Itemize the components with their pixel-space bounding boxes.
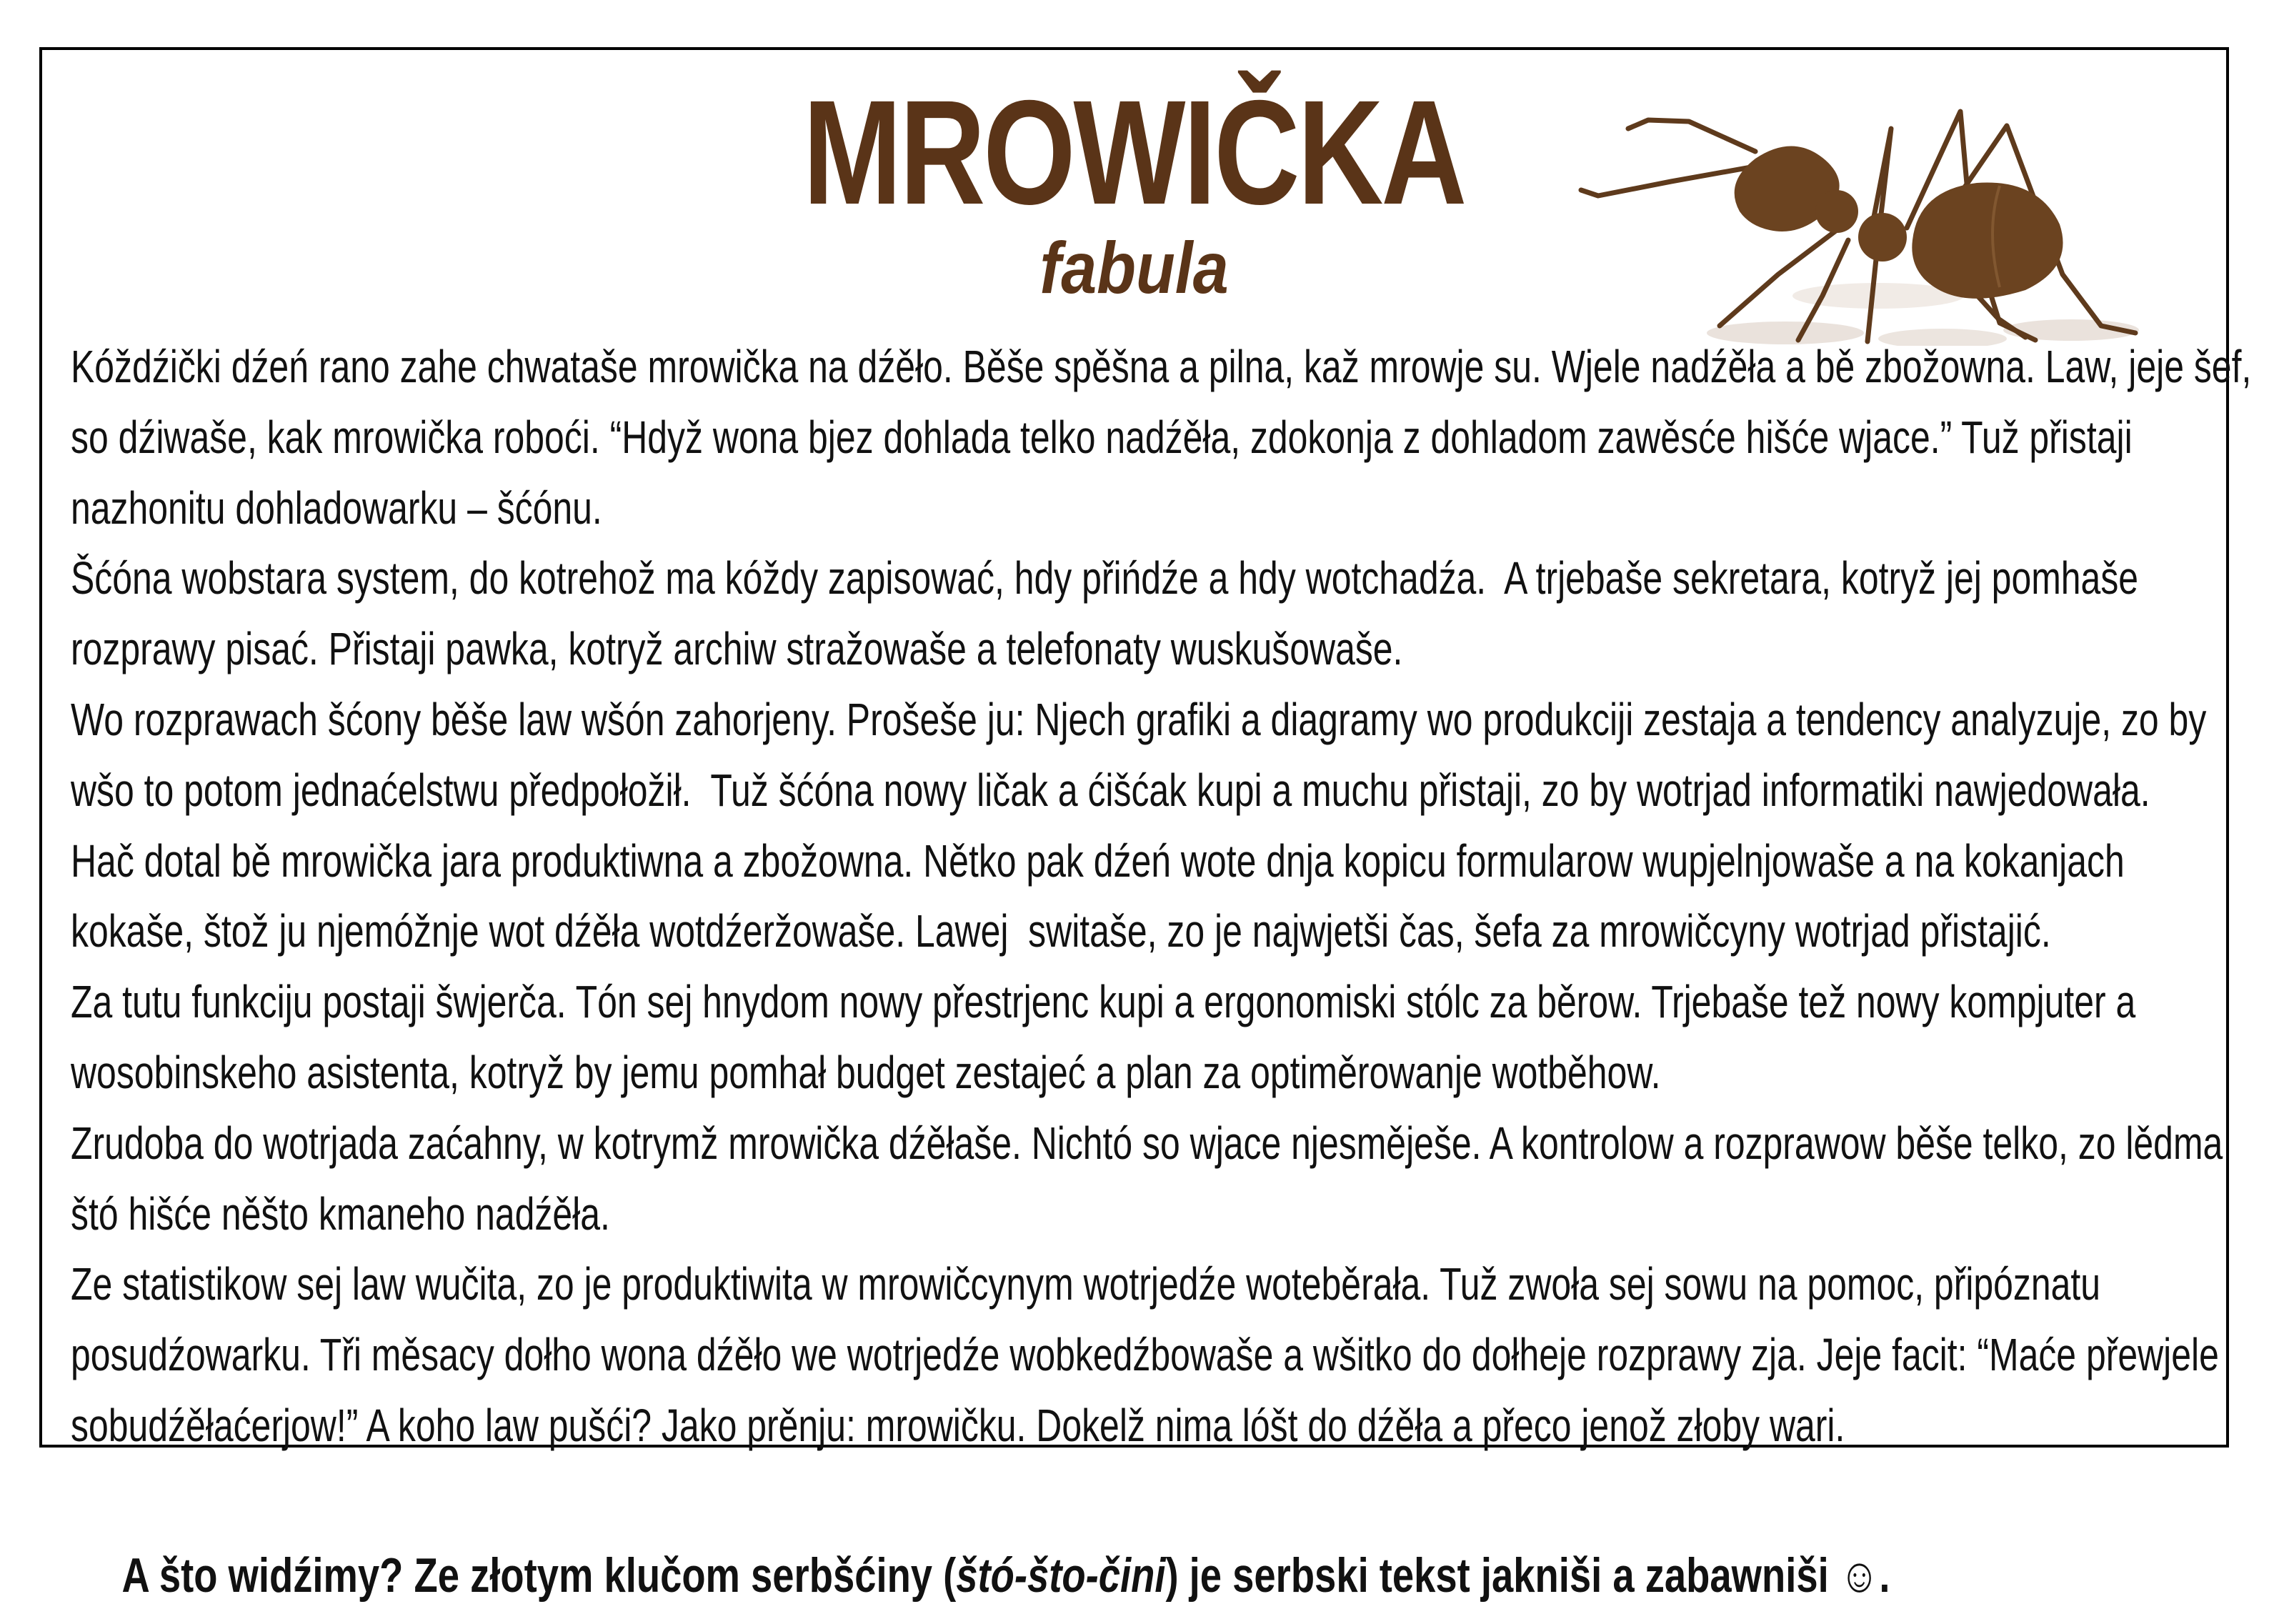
body-line: wosobinskeho asistenta, kotryž by jemu pomhał budget zestajeć a plan za optiměrowanje wotběhow. <box>71 1046 1661 1098</box>
body-line: kokaše, štož ju njemóžnje wot dźěła wotdźeržowaše. Lawej switaše, zo je najwjetši čas, šefa za mrowičcyny wotrjad přistajić. <box>71 905 2051 957</box>
body-line: wšo to potom jednaćelstwu předpołožił. Tuž šćóna nowy ličak a ćišćak kupi a muchu přistaji, zo by wotrjad informatiki nawjedowała. <box>71 764 2150 816</box>
body-line: Hač dotal bě mrowička jara produktiwna a zbožowna. Nětko pak dźeń wote dnja kopicu formularow wupjelnjowaše a na kokanjach <box>71 835 2125 887</box>
body-line: Zrudoba do wotrjada zaćahny, w kotrymž mrowička dźěłaše. Nichtó so wjace njesměješe. A kontrolow a rozprawow běše telko, zo lědma <box>71 1117 2223 1169</box>
body-line: rozprawy pisać. Přistaji pawka, kotryž archiw stražowaše a telefonaty wuskušowaše. <box>71 623 1403 675</box>
caption-italic-phrase: štó-što-čini <box>956 1548 1166 1603</box>
smiley-face-icon: ☺ <box>1839 1548 1880 1603</box>
document-border-box <box>39 47 2252 1451</box>
body-text <box>71 332 2252 1461</box>
caption-prefix: A što widźimy? Ze złotym klučom serbšćiny ( <box>121 1548 957 1603</box>
body-line: Kóždźički dźeń rano zahe chwataše mrowička na dźěło. Běše spěšna a pilna, kaž mrowje su. Wjele nadźěła a bě zbožowna. Law, jeje šef, <box>71 341 2252 392</box>
body-line: Wo rozprawach šćony běše law wšón zahorjeny. Prošeše ju: Njech grafiki a diagramy wo produkciji zestaja a tendency analyzuje, zo by <box>71 693 2207 745</box>
ant-icon <box>1571 60 2150 346</box>
body-line: so dźiwaše, kak mrowička roboći. “Hdyž wona bjez dohlada telko nadźěła, zdokonja z dohladom zawěsće hišće wjace.” Tuž přistaji <box>71 411 2133 463</box>
body-line: Ze statistikow sej law wučita, zo je produktiwita w mrowičcynym wotrjedźe woteběrała. Tuž zwoła sej sowu na pomoc, připóznatu <box>71 1258 2101 1310</box>
body-line: sobudźěłaćerjow!” A koho law pušći? Jako prěnju: mrowičku. Dokelž nima lóšt do dźěła a přeco jenož złoby wari. <box>71 1399 1845 1451</box>
caption-period: . <box>1879 1548 1890 1603</box>
caption-suffix: ) je serbski tekst jakniši a zabawniši <box>1165 1548 1840 1603</box>
body-line: Šćóna wobstara system, do kotrehož ma kóždy zapisować, hdy přińdźe a hdy wotchadźa. A trjebaše sekretara, kotryž jej pomhaše <box>71 552 2139 604</box>
document-subtitle: fabula <box>1039 227 1229 309</box>
body-line: nazhonitu dohladowarku – šćónu. <box>71 482 602 534</box>
body-line: štó hišće něšto kmaneho nadźěła. <box>71 1187 610 1240</box>
caption <box>80 1492 1890 1624</box>
document-title: MROWIČKA <box>803 70 1465 236</box>
body-line: posudźowarku. Tři měsacy dołho wona dźěło we wotrjedźe wobkedźbowaše a wšitko do dołheje rozprawy zja. Jeje facit: “Maće přewjele <box>71 1329 2219 1381</box>
body-line: Za tutu funkciju postaji šwjerča. Tón sej hnydom nowy přestrjenc kupi a ergonomiski stólc za běrow. Trjebaše tež nowy kompjuter a <box>71 976 2136 1028</box>
